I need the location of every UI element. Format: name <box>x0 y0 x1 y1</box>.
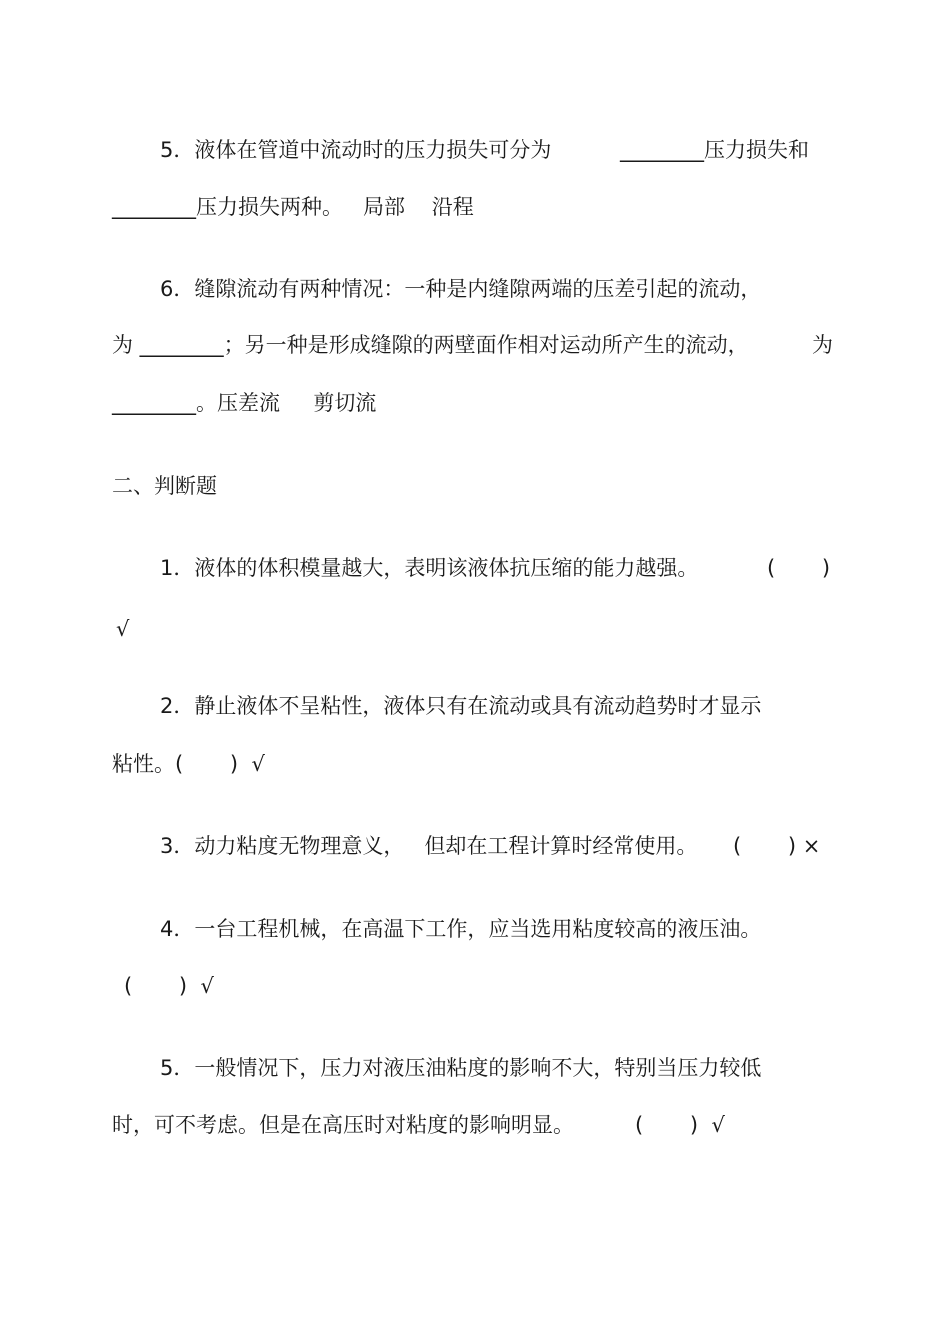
tf-q3-brackets-answer: ( ) × <box>733 834 821 858</box>
fill-q6-line3: ________。压差流 剪切流 <box>112 391 377 415</box>
fill-q5-line1: 5．液体在管道中流动时的压力损失可分为 <box>160 138 552 162</box>
fill-q6-line2: 为 ________；另一种是形成缝隙的两壁面作相对运动所产生的流动， <box>112 333 749 357</box>
tf-q1-line1: 1．液体的体积模量越大，表明该液体抗压缩的能力越强。 <box>160 556 699 580</box>
fill-q6-line1: 6．缝隙流动有两种情况：一种是内缝隙两端的压差引起的流动， <box>160 277 762 301</box>
tf-q3-line1: 3．动力粘度无物理意义， 但却在工程计算时经常使用。 <box>160 834 698 858</box>
tf-q5-brackets-answer: ( ) √ <box>635 1113 725 1137</box>
tf-q1-brackets: ( ) <box>767 556 831 580</box>
fill-q6-line2-tail: 为 <box>812 333 833 357</box>
tf-q5-line1: 5．一般情况下，压力对液压油粘度的影响不大，特别当压力较低 <box>160 1056 762 1080</box>
section-heading-true-false: 二、判断题 <box>112 474 217 498</box>
tf-q4-line1: 4．一台工程机械，在高温下工作，应当选用粘度较高的液压油。 <box>160 917 762 941</box>
tf-q1-answer: √ <box>116 617 130 641</box>
tf-q2-line2: 粘性。( ) √ <box>112 752 265 776</box>
fill-q5-line1-blank: ________压力损失和 <box>620 138 809 162</box>
tf-q2-line1: 2．静止液体不呈粘性，液体只有在流动或具有流动趋势时才显示 <box>160 694 762 718</box>
fill-q5-line2: ________压力损失两种。 局部 沿程 <box>112 195 474 219</box>
tf-q5-line2: 时，可不考虑。但是在高压时对粘度的影响明显。 <box>112 1113 574 1137</box>
tf-q4-line2: ( ) √ <box>124 974 214 998</box>
